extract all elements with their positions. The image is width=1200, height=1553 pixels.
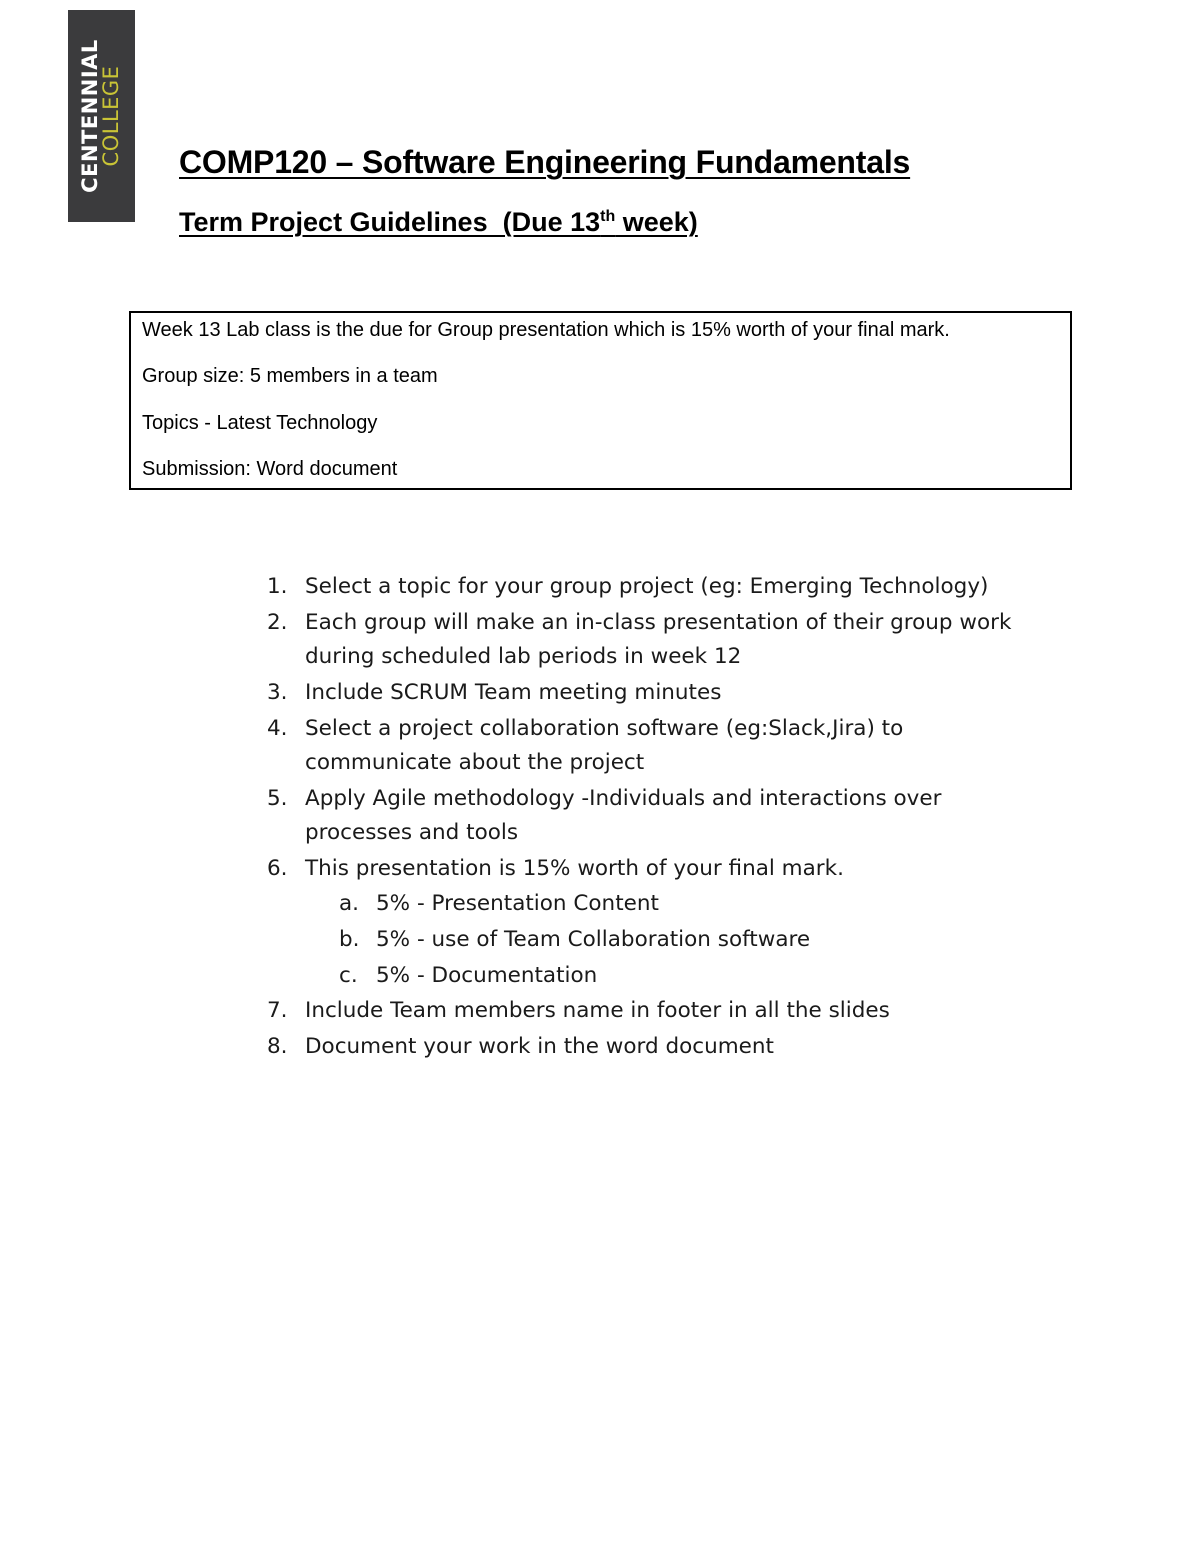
logo-line-centennial: CENTENNIAL bbox=[78, 39, 102, 193]
sub-list-text: 5% - Documentation bbox=[376, 963, 598, 988]
list-item bbox=[267, 782, 1067, 850]
sub-list-item bbox=[267, 922, 1067, 958]
document-title: COMP120 – Software Engineering Fundamentals bbox=[179, 144, 911, 180]
logo-text bbox=[80, 10, 122, 222]
list-item-text: communicate about the project bbox=[305, 750, 645, 775]
list-item-text: This presentation is 15% worth of your final mark. bbox=[305, 856, 844, 881]
list-number: 3. bbox=[267, 680, 288, 705]
list-item-text: during scheduled lab periods in week 12 bbox=[305, 644, 742, 669]
logo-line-college: COLLEGE bbox=[99, 65, 123, 167]
sub-list-text: 5% - use of Team Collaboration software bbox=[376, 927, 811, 952]
sub-list-text: 5% - Presentation Content bbox=[376, 891, 659, 916]
sub-list-item bbox=[267, 958, 1067, 994]
list-item bbox=[267, 606, 1067, 674]
list-item bbox=[267, 852, 1067, 886]
list-item-text: Include Team members name in footer in all the slides bbox=[305, 998, 890, 1023]
subtitle-main: Term Project Guidelines (Due 13 bbox=[179, 207, 601, 237]
info-box bbox=[129, 311, 1072, 490]
list-item-text: processes and tools bbox=[305, 820, 519, 845]
sub-list-letter: a. bbox=[339, 891, 360, 916]
list-item-text: Apply Agile methodology -Individuals and interactions over bbox=[305, 786, 942, 811]
document-subtitle bbox=[179, 207, 698, 238]
list-number: 4. bbox=[267, 716, 288, 741]
list-item-text: Select a topic for your group project (eg: Emerging Technology) bbox=[305, 574, 989, 599]
list-item bbox=[267, 994, 1067, 1028]
list-item bbox=[267, 570, 1067, 604]
subtitle-superscript: th bbox=[600, 208, 616, 225]
list-item-text: Document your work in the word document bbox=[305, 1034, 774, 1059]
list-number: 2. bbox=[267, 610, 288, 635]
list-item-text: Include SCRUM Team meeting minutes bbox=[305, 680, 722, 705]
list-number: 6. bbox=[267, 856, 288, 881]
guidelines-list bbox=[267, 570, 1067, 1064]
info-line-submission: Submission: Word document bbox=[142, 458, 398, 480]
list-number: 7. bbox=[267, 998, 288, 1023]
list-item bbox=[267, 712, 1067, 780]
list-number: 1. bbox=[267, 574, 288, 599]
sub-list-letter: b. bbox=[339, 927, 360, 952]
list-item-text: Each group will make an in-class presentation of their group work bbox=[305, 610, 1012, 635]
list-number: 5. bbox=[267, 786, 288, 811]
list-item bbox=[267, 676, 1067, 710]
sub-list-item bbox=[267, 886, 1067, 922]
info-line-group-size: Group size: 5 members in a team bbox=[142, 365, 438, 387]
list-item bbox=[267, 1030, 1067, 1064]
centennial-college-logo bbox=[68, 10, 135, 222]
list-item-text: Select a project collaboration software (eg:Slack,Jira) to bbox=[305, 716, 904, 741]
list-number: 8. bbox=[267, 1034, 288, 1059]
info-line-due: Week 13 Lab class is the due for Group presentation which is 15% worth of your final mark. bbox=[142, 319, 950, 341]
info-line-topics: Topics - Latest Technology bbox=[142, 412, 378, 434]
sub-list-letter: c. bbox=[339, 963, 358, 988]
subtitle-end: week) bbox=[615, 207, 698, 237]
